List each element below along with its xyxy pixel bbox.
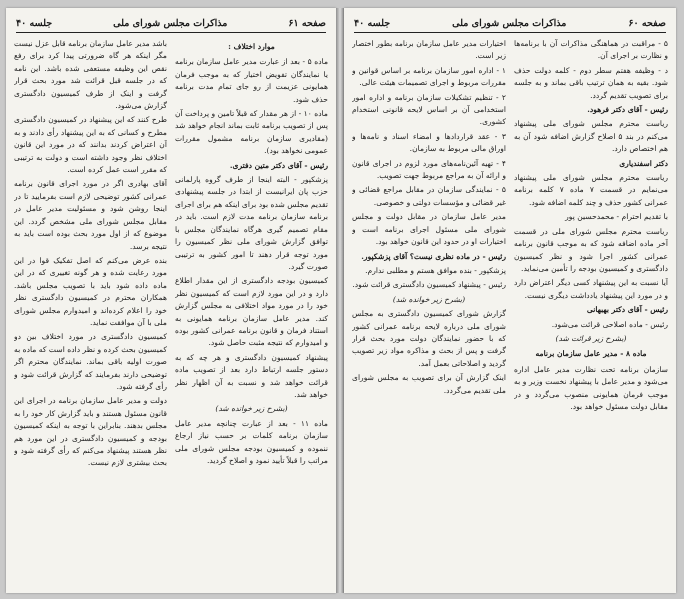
speaker-line: رئیس - آقای دکتر متین دفتری. xyxy=(229,160,328,170)
paragraph: اینک گزارش آن برای تصویب به مجلس شورای ملی تقدیم می‌گردد. xyxy=(352,373,506,395)
paragraph: با تقدیم احترام - محمدحسین پور xyxy=(565,212,668,222)
paragraph: رئیس - ماده اصلاحی قرائت می‌شود. xyxy=(551,319,668,329)
running-head xyxy=(16,14,326,33)
paragraph: ۲ - تنظیم تشکیلات سازمان برنامه و اداره امور استخدامی آن بر اساس لایحه قانونی استخدام کشوری. xyxy=(352,92,506,127)
paragraph: کمیسیون بودجه دادگستری از این مقدار اطلاع دارد و در این مورد لازم است که کمیسیون نظر خود را در مورد مواد اختلافی به مجلس گزارش کند. مدیر عامل سازمان برنامه همایونی به استناد فرمان و قانون برنامه عمرانی کشور بوده و امیدوارم که نتیجه مثبت حاصل شود. xyxy=(175,276,328,348)
right-page xyxy=(344,8,676,593)
paragraph: ماده ۱۰ - از هر مقدار که قبلاً تامین و پرداخت آن پس از تصویب برنامه ثابت بماند انجام خواهد شد (مقادیری سازمان برنامه مشمول مقررات عمومی نخواهد بود). xyxy=(175,109,328,156)
paragraph: پیشنهاد کمیسیون دادگستری و هر چه که به دستور جلسه ارتباط دارد بعد از تصویب ماده قرائت خواهد شد و نسبت به آن اظهار نظر خواهد شد. xyxy=(175,352,328,399)
column-left xyxy=(352,38,506,587)
paragraph: گزارش شورای کمیسیون دادگستری به مجلس شورای ملی درباره لایحه برنامه عمرانی کشور که با حضور نمایندگان دولت مورد بحث قرار گرفت و پس از بحث و مذاکره مواد زیر تصویب گردید و اصلاحاتی بعمل آمد. xyxy=(352,309,506,368)
column-right xyxy=(514,38,668,587)
paragraph: رئیس - پیشنهاد کمیسیون دادگستری قرائت شود. xyxy=(352,280,506,290)
column-left xyxy=(14,38,167,587)
paragraph: ۴ - تهیه آئین‌نامه‌های مورد لزوم در اجرای قانون و ارائه آن به مراجع مربوط جهت تصویب. xyxy=(352,158,506,181)
paragraph: کمیسیون دادگستری در مورد اختلاف بین دو کمیسیون بحث کرده و نظر داده است که ماده به صورت اولیه باقی بماند. نمایندگان محترم اگر توضیحی دارند بفرمایند که گزارش قرائت شود و رأی گرفته شود. xyxy=(14,332,167,391)
speaker-line: دکتر اسفندیاری xyxy=(619,158,668,168)
paragraph: دولت و مدیر عامل سازمان برنامه در اجرای این قانون مسئول هستند و باید گزارش کار خود را به مجلس بدهند. بنابراین با توجه به اینکه کمیسیون بودجه و کمیسیون دادگستری در این مورد هم نظر هستند پیشنهاد می‌کنم که رأی گرفته شود و بحث بیشتری لازم نیست. xyxy=(14,396,167,468)
paragraph: ریاست محترم مجلس شورای ملی پیشنهاد می‌کنم در بند ۵ اصلاح گزارش اضافه شود آن به هم اختصاص دارد. xyxy=(514,119,668,154)
page-number: صفحه ۶۱ xyxy=(288,17,326,29)
paragraph: باشد مدیر عامل سازمان برنامه قابل عزل نیست مگر اینکه هر گاه ضرورتی پیدا کرد برای رفع نقص این وظیفه مستعفی شده باشد. این نامه که در جلسه قبل قرائت شد مورد بحث قرار گرفت و اینک از طرف کمیسیون دادگستری گزارش می‌شود. xyxy=(14,39,167,111)
paragraph: ماده ۵ - بعد از عبارت مدیر عامل سازمان برنامه یا نمایندگان تفویض اختیار که به موجب فرمان همایونی عزیمت از رو جای تمام مدت برنامه حذف شود. xyxy=(175,57,328,104)
paragraph: ۵ - مراقبت در هماهنگی مذاکرات آن با برنامه‌ها و نظارت بر اجرای آن. xyxy=(514,39,668,61)
page-title: مذاکرات مجلس شورای ملی xyxy=(113,17,228,29)
section-heading: ماده ۸ - مدیر عامل سازمان برنامه xyxy=(535,349,647,359)
paragraph: آیا نسبت به این پیشنهاد کسی دیگر اعتراض دارد و در مورد این پیشنهاد یادداشت دیگری نیست. xyxy=(514,278,668,300)
book-gutter xyxy=(336,8,344,593)
paragraph: ریاست محترم مجلس شورای ملی در قسمت آخر ماده اضافه شود که به موجب قانون برنامه عمرانی کشور اجرا شود و نظر کمیسیون دادگستری و کمیسیون بودجه را تأمین می‌نماید. xyxy=(514,226,668,273)
columns xyxy=(14,38,328,587)
paragraph: اختیارات مدیر عامل سازمان برنامه بطور اختصار زیر است. xyxy=(352,39,506,61)
paragraph: ریاست محترم مجلس شورای ملی پیشنهاد می‌نمایم در قسمت ۷ ماده ۷ کلمه برنامه عمرانی کشور حذف و چند کلمه اضافه شود. xyxy=(514,173,668,207)
page-number: صفحه ۶۰ xyxy=(628,17,666,29)
editorial-note: (بشرح زیر خوانده شد) xyxy=(392,294,466,304)
paragraph: آقای بهادری اگر در مورد اجرای قانون برنامه عمرانی کشور توضیحی لازم است بفرمایید تا در اینجا روشن شود و مسئولیت مدیر عامل در مقابل مجلس شورای ملی مشخص گردد. این موضوع که از اول مورد بحث بوده است باید به نتیجه برسد. xyxy=(14,179,167,251)
speaker-line: رئیس - در ماده نظری نیست؟ آقای پزشکپور. xyxy=(361,251,506,261)
running-head xyxy=(354,14,666,33)
session-label: جلسه ۴۰ xyxy=(16,17,53,29)
paragraph: د - وظیفه هفتم سطر دوم - کلمه دولت حذف شود. بقیه به همان ترتیب باقی بماند و به جلسه برای تصویب تقدیم گردد. xyxy=(514,65,668,100)
paragraph: ۵ - نمایندگی سازمان در مقابل مراجع قضائی و غیر قضائی و مؤسسات دولتی و خصوصی. xyxy=(352,185,506,207)
editorial-note: (بشرح زیر خوانده شد) xyxy=(215,404,288,414)
paragraph: پزشکپور - البته اینجا از طرف گروه پارلمانی حزب پان ایرانیست از ابتدا در جلسه پیشنهادی تقدیم مجلس شده بود برای اینکه هم برای اجرای برنامه سازمان برنامه مدت لازم است. باید در مقام تصمیم گیری هرگاه نمایندگان مجلس با توافق گزارش شورای ملی نظر کمیسیون را مورد توجه قرار دهند تا امور کشور به ترتیبی صورت گیرد. xyxy=(175,175,328,271)
paragraph: پزشکپور - بنده موافق هستم و مطلبی ندارم. xyxy=(365,265,506,275)
paragraph: ۱ - اداره امور سازمان برنامه بر اساس قوانین و مقررات مربوط و اجرای تصمیمات هیئت عالی. xyxy=(352,65,506,88)
columns xyxy=(352,38,668,587)
speaker-line: رئیس - آقای دکتر بهبهانی xyxy=(586,305,668,315)
section-heading: موارد اختلاف : xyxy=(228,42,275,51)
page-title: مذاکرات مجلس شورای ملی xyxy=(452,17,567,29)
paragraph: مدیر عامل سازمان در مقابل دولت و مجلس شورای ملی مسئول اجرای برنامه است و اختیارات او در حدود این قانون خواهد بود. xyxy=(352,212,506,247)
paragraph: سازمان برنامه تحت نظارت مدیر عامل اداره می‌شود و مدیر عامل با پیشنهاد نخست وزیر و به موجب فرمان همایونی منصوب می‌گردد و در مقابل دولت مسئول خواهد بود. xyxy=(514,364,668,411)
left-page xyxy=(6,8,336,593)
paragraph: بنده عرض می‌کنم که اصل تفکیک قوا در این مورد رعایت شده و هر گونه تغییری که در این ماده داده شود باید با تصویب مجلس باشد. همکاران محترم در کمیسیون دادگستری نظر خود را اعلام کرده‌اند و امیدوارم مجلس شورای ملی با آن موافقت نماید. xyxy=(14,255,167,327)
paragraph: ۳ - عقد قراردادها و امضاء اسناد و نامه‌ها و اوراق مالی مربوط به سازمان. xyxy=(352,131,506,154)
paragraph: طرح کنند که این پیشنهاد در کمیسیون دادگستری مطرح و کسانی که به این پیشنهاد رأی دادند و به آن اعتراض کردند بدانند که در مورد این قانون اختلاف نظر وجود داشته است و دولت به ترتیبی که مقرر است عمل کرده است. xyxy=(14,115,167,175)
speaker-line: رئیس - آقای دکتر فرهود. xyxy=(587,105,668,115)
editorial-note: (بشرح زیر قرائت شد) xyxy=(555,333,627,343)
column-right xyxy=(175,38,328,587)
paragraph: ماده ۱۱ - بعد از عبارت چنانچه مدیر عامل سازمان برنامه کلمات بر حسب نیاز ارجاع ننموده و کمیسیون بودجه مجلس شورای ملی مراتب را قبلاً تأیید نمود و اصلاح گردید. xyxy=(175,418,328,465)
session-label: جلسه ۴۰ xyxy=(354,17,391,29)
